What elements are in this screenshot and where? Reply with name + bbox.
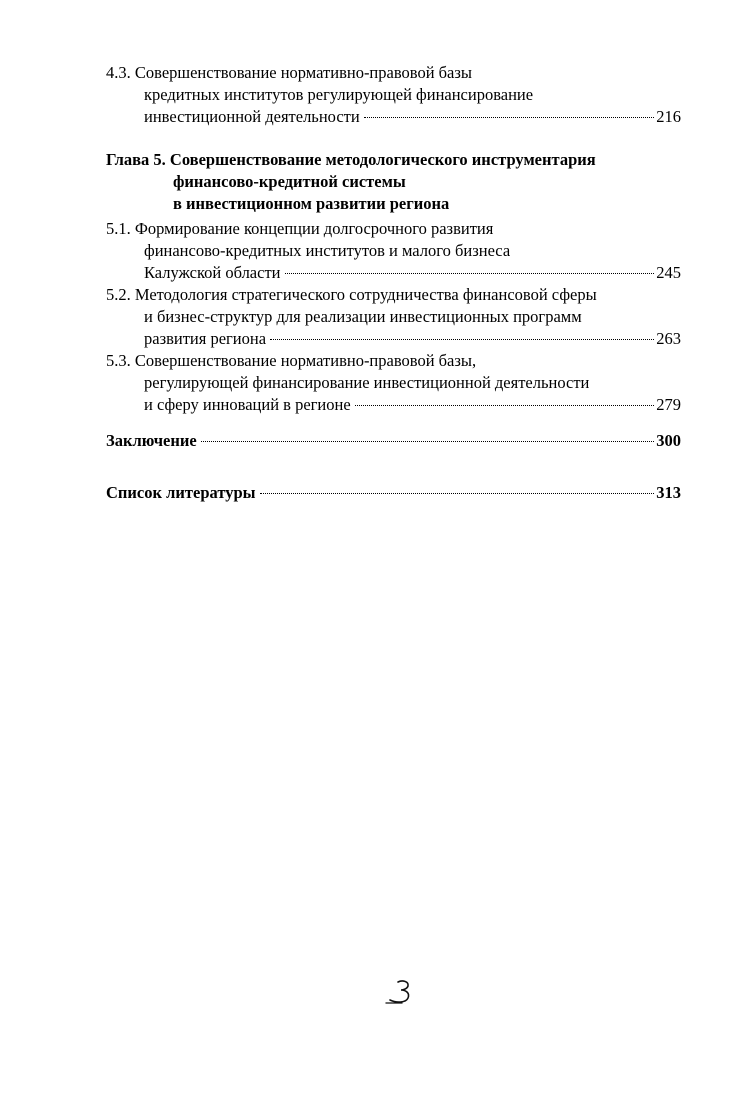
toc-entry-title-cont: инвестиционной деятельности: [144, 107, 360, 126]
toc-page-number: 300: [656, 431, 681, 450]
toc-line: [106, 350, 681, 372]
toc-page-number: 245: [656, 263, 681, 282]
toc-line: [106, 306, 681, 328]
handwritten-page-number: [382, 977, 422, 1007]
toc-line: [106, 328, 681, 350]
chapter-title-cont: финансово-кредитной системы: [173, 172, 406, 191]
toc-line: [106, 394, 681, 416]
toc-entry-4-3: [106, 62, 681, 128]
toc-line: [106, 372, 681, 394]
toc-entry-5-2: [106, 284, 681, 350]
dot-leader: [355, 405, 655, 406]
toc-line: [106, 240, 681, 262]
dot-leader: [270, 339, 654, 340]
toc-entry-title-cont: кредитных институтов регулирующей финансирование: [144, 85, 534, 104]
toc-entry-title: 5.2. Методология стратегического сотрудничества финансовой сферы: [106, 285, 597, 304]
toc-entry-title-cont: и сферу инноваций в регионе: [144, 395, 351, 414]
toc-line: [106, 482, 681, 504]
toc-line: [106, 106, 681, 128]
dot-leader: [285, 273, 655, 274]
toc-line: [106, 262, 681, 284]
toc-entry-5-1: [106, 218, 681, 284]
toc-page-number: 263: [656, 329, 681, 348]
toc-line: [106, 430, 681, 452]
toc-chapter-5: [106, 149, 681, 215]
toc-entry-title: Список литературы: [106, 483, 256, 502]
toc-line: [106, 84, 681, 106]
toc-entry-title-cont: Калужской области: [144, 263, 281, 282]
dot-leader: [260, 493, 655, 494]
toc-line: [106, 218, 681, 240]
toc-page-number: 216: [656, 107, 681, 126]
toc-entry-title-cont: регулирующей финансирование инвестиционной деятельности: [144, 373, 590, 392]
chapter-title-cont: в инвестиционном развитии региона: [173, 194, 450, 213]
toc-entry-title-cont: финансово-кредитных институтов и малого бизнеса: [144, 241, 511, 260]
toc-page-number: 279: [656, 395, 681, 414]
toc-line: [106, 171, 681, 193]
page-number-text: [422, 977, 423, 978]
toc-entry-title: 5.1. Формирование концепции долгосрочного развития: [106, 219, 494, 238]
handwritten-digit-graphic: [382, 977, 422, 1007]
dot-leader: [364, 117, 655, 118]
toc-line: [106, 284, 681, 306]
toc-line: [106, 193, 681, 215]
toc-conclusion: [106, 430, 681, 452]
toc-entry-title-cont: развития региона: [144, 329, 267, 348]
chapter-title: Глава 5. Совершенствование методологического инструментария: [106, 150, 596, 169]
toc-references: [106, 482, 681, 504]
toc-entry-title: 5.3. Совершенствование нормативно-правовой базы,: [106, 351, 477, 370]
toc-entry-title: 4.3. Совершенствование нормативно-правовой базы: [106, 63, 472, 82]
toc-line: [106, 62, 681, 84]
toc-entry-5-3: [106, 350, 681, 416]
dot-leader: [201, 441, 655, 442]
toc-page-number: 313: [656, 483, 681, 502]
toc-line: [106, 149, 681, 171]
toc-entry-title-cont: и бизнес-структур для реализации инвестиционных программ: [144, 307, 582, 326]
toc-entry-title: Заключение: [106, 431, 197, 450]
